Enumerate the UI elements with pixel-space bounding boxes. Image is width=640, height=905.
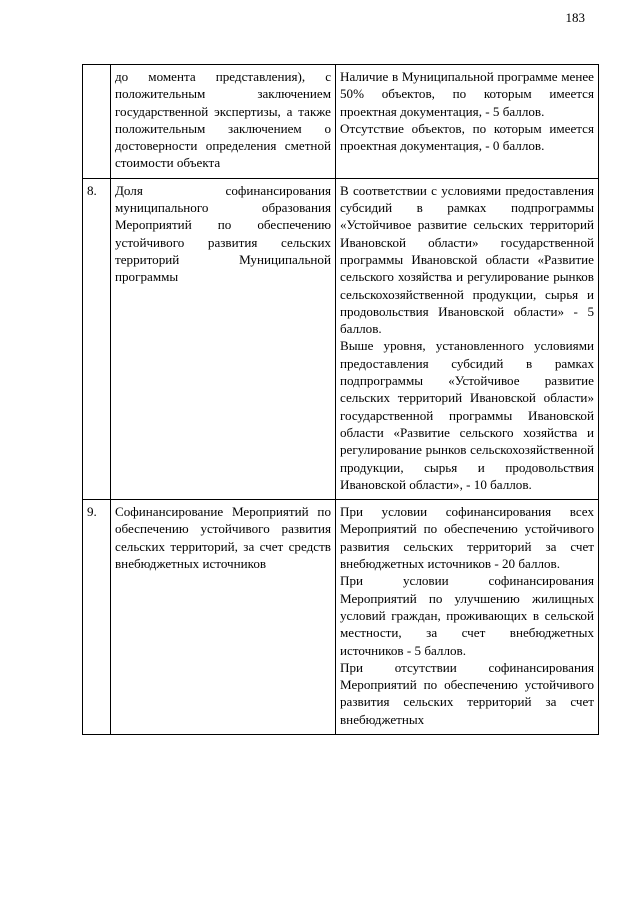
criterion-cell: до момента представления), с положительным заключением государственной экспертизы, а также положительным заключением о достоверности определения сметной стоимости объекта — [111, 65, 336, 179]
scoring-paragraph: При отсутствии софинансирования Мероприятий по обеспечению устойчивого развития сельских территорий за счет внебюджетных — [340, 659, 594, 727]
scoring-paragraph: Наличие в Муниципальной программе менее 50% объектов, по которым имеется проектная документация, - 5 баллов. — [340, 69, 594, 119]
page-number: 183 — [565, 10, 585, 25]
scoring-cell — [336, 65, 599, 179]
scoring-cell — [336, 500, 599, 735]
scoring-paragraph: Отсутствие объектов, по которым имеется проектная документация, - 0 баллов. — [340, 120, 594, 154]
row-number — [83, 65, 111, 179]
criterion-cell: Доля софинансирования муниципального образования Мероприятий по обеспечению устойчивого развития сельских территорий Муниципальной программы — [111, 178, 336, 499]
criteria-table — [82, 64, 599, 735]
row-number: 8. — [83, 178, 111, 499]
row-number: 9. — [83, 500, 111, 735]
table-row — [83, 500, 599, 735]
scoring-paragraph: При условии софинансирования всех Мероприятий по обеспечению устойчивого развития сельских территорий за счет внебюджетных источников - 20 баллов. — [340, 504, 594, 572]
table-row — [83, 178, 599, 499]
scoring-paragraph: При условии софинансирования Мероприятий по улучшению жилищных условий граждан, проживающих в сельской местности, за счет внебюджетных источников - 5 баллов. — [340, 573, 594, 658]
scoring-paragraph: В соответствии с условиями предоставления субсидий в рамках подпрограммы «Устойчивое развитие сельских территорий Ивановской области» государственной программы Ивановской области «Развитие сельского хозяйства и регулирование рынков сельскохозяйственной продукции, сырья и продовольствия Ивановской области» - 5 баллов. — [340, 182, 594, 337]
table-row — [83, 65, 599, 179]
scoring-cell — [336, 178, 599, 499]
scoring-paragraph: Выше уровня, установленного условиями предоставления субсидий в рамках подпрограммы «Устойчивое развитие сельских территорий Ивановской области» государственной программы Ивановской области «Развитие сельского хозяйства и регулирование рынков сельскохозяйственной продукции, сырья и продовольствия Ивановской области», - 10 баллов. — [340, 338, 594, 492]
criterion-cell: Софинансирование Мероприятий по обеспечению устойчивого развития сельских территорий, за счет средств внебюджетных источников — [111, 500, 336, 735]
